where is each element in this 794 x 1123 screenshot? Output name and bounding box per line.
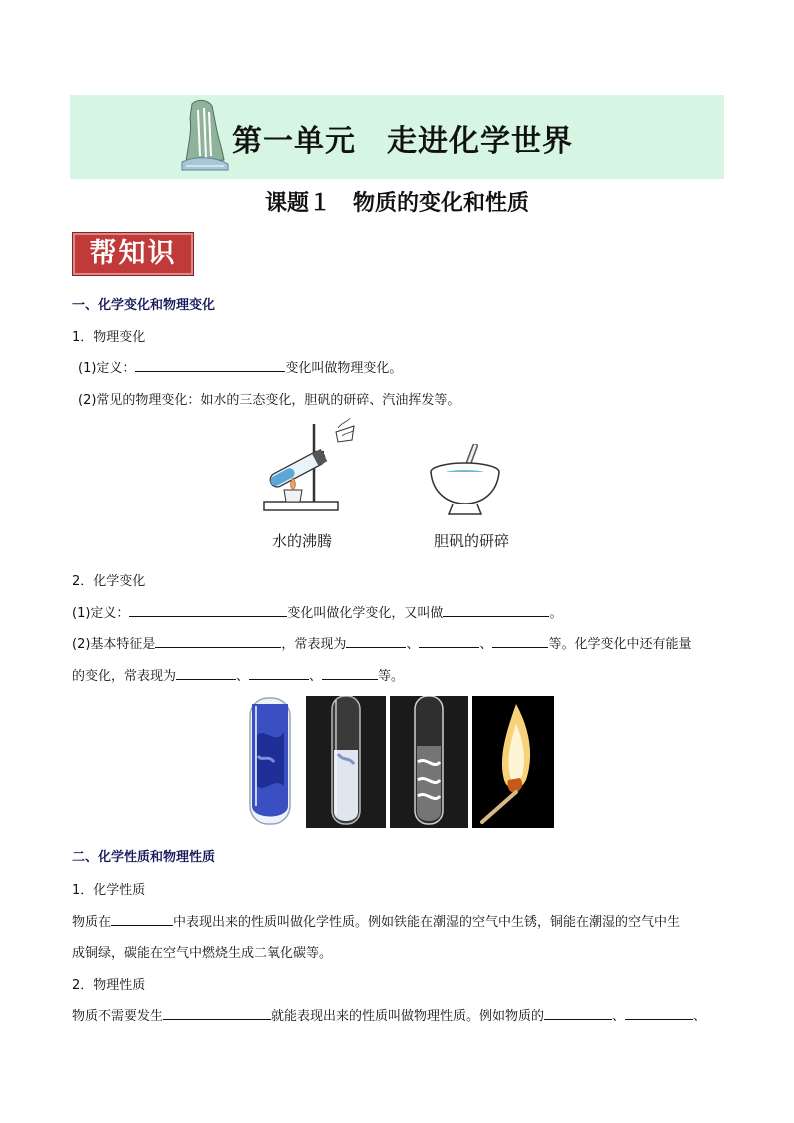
text: 、 [479, 637, 493, 652]
blank-field [625, 1006, 693, 1020]
blank-field [111, 912, 173, 926]
subheading-physical-property: 2．物理性质 [72, 978, 146, 993]
unit-title: 第一单元 走进化学世界 [232, 124, 573, 159]
physical-property-line-1 [72, 1005, 706, 1024]
subheading-physical-change: 1．物理变化 [72, 330, 146, 345]
text: 物质不需要发生 [72, 1009, 164, 1024]
white-precipitate-photo [306, 696, 386, 828]
caption-boiling-water: 水的沸腾 [272, 532, 333, 550]
text: 变化叫做物理变化。 [285, 361, 403, 376]
lesson-title: 课题１ 物质的变化和性质 [264, 190, 529, 216]
boiling-water-illustration [258, 418, 362, 516]
blank-field [135, 358, 285, 372]
text: 变化叫做化学变化，又叫做 [287, 606, 444, 621]
text: 、 [612, 1009, 626, 1024]
chemical-change-energy [72, 665, 404, 684]
chemical-change-features [72, 633, 691, 652]
blank-field [492, 634, 548, 648]
chemical-change-definition [72, 602, 562, 621]
text: 。 [549, 606, 563, 621]
blank-field [129, 603, 287, 617]
blank-field [322, 666, 378, 680]
blank-field [443, 603, 549, 617]
blank-field [155, 634, 281, 648]
chemical-property-line-1 [72, 911, 680, 930]
gas-bubbles-photo [390, 696, 468, 828]
text: (1)定义： [78, 361, 136, 376]
section-heading-2: 二、化学性质和物理性质 [72, 850, 216, 865]
physical-change-examples: (2)常见的物理变化：如水的三态变化，胆矾的研碎、汽油挥发等。 [78, 393, 461, 408]
text: 等。 [378, 669, 405, 684]
text: 、 [236, 669, 250, 684]
subheading-chemical-change: 2．化学变化 [72, 574, 146, 589]
blank-field [249, 666, 309, 680]
text: 、 [406, 637, 420, 652]
text: 就能表现出来的性质叫做物理性质。例如物质的 [271, 1009, 545, 1024]
blank-field [419, 634, 479, 648]
caption-grinding: 胆矾的研碎 [434, 532, 510, 550]
chemical-property-line-2: 成铜绿，碳能在空气中燃烧生成二氧化碳等。 [72, 946, 333, 961]
burning-match-photo [472, 696, 554, 828]
blank-field [163, 1006, 271, 1020]
knowledge-tag: 帮知识 [72, 232, 194, 276]
blank-field [176, 666, 236, 680]
text: (1)定义： [72, 606, 130, 621]
text: 、 [693, 1009, 707, 1024]
text: 物质在 [72, 915, 112, 930]
blue-precipitate-photo [240, 696, 300, 828]
text: (2)基本特征是 [72, 637, 156, 652]
subheading-chemical-property: 1．化学性质 [72, 883, 146, 898]
text: 的变化，常表现为 [72, 669, 177, 684]
waterfall-icon [178, 96, 230, 176]
blank-field [346, 634, 406, 648]
text: ，常表现为 [281, 637, 347, 652]
text: 中表现出来的性质叫做化学性质。例如铁能在潮湿的空气中生锈，铜能在潮湿的空气中生 [173, 915, 681, 930]
text: 等。化学变化中还有能量 [548, 637, 692, 652]
section-heading-1: 一、化学变化和物理变化 [72, 298, 216, 313]
physical-change-definition [78, 357, 402, 376]
mortar-pestle-illustration [425, 444, 505, 518]
text: 、 [309, 669, 323, 684]
blank-field [544, 1006, 612, 1020]
